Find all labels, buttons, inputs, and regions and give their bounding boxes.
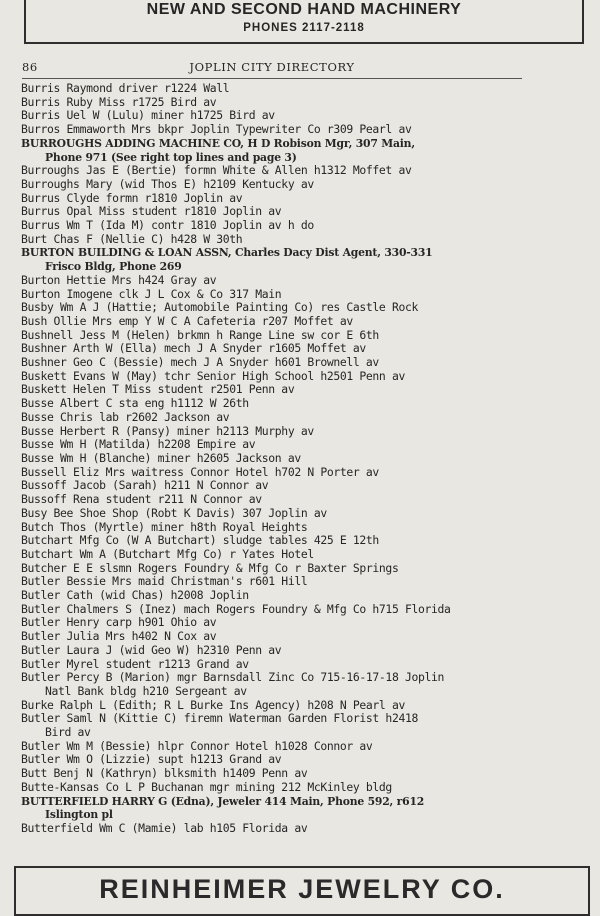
directory-listing [21,82,531,836]
directory-entry [21,288,531,302]
entry-text: Butch Thos (Myrtle) miner h8th Royal Heights [21,519,308,534]
entry-text: Bussoff Jacob (Sarah) h211 N Connor av [21,478,269,493]
directory-entry [21,137,531,164]
entry-text: Busby Wm A J (Hattie; Automobile Painting Co) res Castle Rock [21,300,418,315]
directory-entry [21,301,531,315]
entry-text: Burroughs Jas E (Bertie) formn White & Allen h1312 Moffet av [21,163,412,178]
directory-entry [21,356,531,370]
entry-text: Buskett Evans W (May) tchr Senior High School h2501 Penn av [21,368,405,383]
directory-entry [21,178,531,192]
entry-continuation: Bird av [45,725,91,740]
directory-entry [21,753,531,767]
directory-entry [21,603,531,617]
entry-text: Busy Bee Shoe Shop (Robt K Davis) 307 Joplin av [21,505,327,520]
entry-text: BURTON BUILDING & LOAN ASSN, Charles Dacy Dist Agent, 330-331 [21,246,433,260]
directory-entry [21,342,531,356]
entry-text: Butchart Wm A (Butchart Mfg Co) r Yates Hotel [21,546,314,561]
entry-text: Butler Laura J (wid Geo W) h2310 Penn av [21,642,282,657]
directory-entry [21,397,531,411]
directory-entry [21,521,531,535]
entry-text: Butterfield Wm C (Mamie) lab h105 Florida av [21,820,308,835]
entry-text: Burris Uel W (Lulu) miner h1725 Bird av [21,108,275,123]
directory-entry [21,233,531,247]
entry-text: Burris Ruby Miss r1725 Bird av [21,94,217,109]
entry-text: Butler Wm M (Bessie) hlpr Connor Hotel h1028 Connor av [21,738,373,753]
entry-text: Bussell Eliz Mrs waitress Connor Hotel h702 N Porter av [21,464,379,479]
directory-entry [21,329,531,343]
entry-text: Burton Hettie Mrs h424 Gray av [21,272,217,287]
directory-entry [21,438,531,452]
entry-text: Busse Wm H (Blanche) miner h2605 Jackson av [21,450,301,465]
directory-entry [21,96,531,110]
directory-entry [21,383,531,397]
entry-text: Burrus Opal Miss student r1810 Joplin av [21,204,282,219]
entry-text: Butler Myrel student r1213 Grand av [21,656,249,671]
directory-entry [21,452,531,466]
entry-text: Butler Henry carp h901 Ohio av [21,615,217,630]
directory-entry [21,767,531,781]
entry-text: Butler Wm O (Lizzie) supt h1213 Grand av [21,752,282,767]
entry-text: Bushnell Jess M (Helen) brkmn h Range Line sw cor E 6th [21,327,379,342]
directory-entry [21,370,531,384]
directory-entry [21,712,531,739]
entry-text: Bussoff Rena student r211 N Connor av [21,492,262,507]
directory-entry [21,123,531,137]
directory-entry [21,274,531,288]
entry-text: Busse Albert C sta eng h1112 W 26th [21,396,249,411]
bottom-advertisement-banner [14,866,590,916]
entry-text: Busse Wm H (Matilda) h2208 Empire av [21,437,256,452]
advertiser-name: REINHEIMER JEWELRY CO. [99,874,505,904]
entry-continuation: Islington pl [45,808,113,822]
top-advertisement-banner [24,0,584,44]
entry-text: Burrus Clyde formn r1810 Joplin av [21,190,243,205]
entry-continuation: Phone 971 (See right top lines and page 3) [45,150,297,164]
entry-text: Busse Chris lab r2602 Jackson av [21,409,230,424]
entry-text: Burrus Wm T (Ida M) contr 1810 Joplin av h do [21,218,314,233]
entry-text: Burris Raymond driver r1224 Wall [21,81,230,95]
directory-entry [21,630,531,644]
directory-entry [21,795,531,822]
directory-entry [21,479,531,493]
page-header [22,60,522,79]
directory-entry [21,315,531,329]
directory-entry [21,466,531,480]
entry-text: Butcher E E slsmn Rogers Foundry & Mfg Co r Baxter Springs [21,560,399,575]
entry-text: Butte-Kansas Co L P Buchanan mgr mining 212 McKinley bldg [21,779,392,794]
entry-text: Butler Chalmers S (Inez) mach Rogers Foundry & Mfg Co h715 Florida [21,601,451,616]
directory-entry [21,822,531,836]
directory-entry [21,699,531,713]
directory-entry [21,534,531,548]
entry-text: Burroughs Mary (wid Thos E) h2109 Kentucky av [21,176,314,191]
entry-continuation: Natl Bank bldg h210 Sergeant av [45,683,247,698]
directory-entry [21,109,531,123]
directory-entry [21,493,531,507]
directory-entry [21,164,531,178]
directory-entry [21,548,531,562]
banner-title: NEW AND SECOND HAND MACHINERY [146,1,462,18]
entry-text: Butchart Mfg Co (W A Butchart) sludge tables 425 E 12th [21,533,379,548]
banner-phones: PHONES 2117-2118 [243,22,365,34]
entry-text: BURROUGHS ADDING MACHINE CO, H D Robison Mgr, 307 Main, [21,136,415,150]
directory-entry [21,740,531,754]
entry-text: Butt Benj N (Kathryn) blksmith h1409 Penn av [21,766,308,781]
entry-continuation: Frisco Bldg, Phone 269 [45,260,182,274]
entry-text: Bush Ollie Mrs emp Y W C A Cafeteria r207 Moffet av [21,313,353,328]
entry-text: Butler Percy B (Marion) mgr Barnsdall Zinc Co 715-16-17-18 Joplin [21,670,445,685]
entry-text: Burros Emmaworth Mrs bkpr Joplin Typewriter Co r309 Pearl av [21,122,412,137]
entry-text: Butler Bessie Mrs maid Christman's r601 Hill [21,574,308,589]
directory-entry [21,616,531,630]
entry-text: Bushner Geo C (Bessie) mech J A Snyder h601 Brownell av [21,355,379,370]
directory-entry [21,205,531,219]
directory-entry [21,575,531,589]
directory-entry [21,425,531,439]
directory-entry [21,781,531,795]
entry-text: Butler Julia Mrs h402 N Cox av [21,629,217,644]
entry-text: Butler Saml N (Kittie C) firemn Waterman Garden Florist h2418 [21,711,418,726]
page-number: 86 [22,60,38,74]
directory-entry [21,658,531,672]
page-title: JOPLIN CITY DIRECTORY [189,60,355,74]
directory-entry [21,671,531,698]
entry-text: Burke Ralph L (Edith; R L Burke Ins Agency) h208 N Pearl av [21,697,405,712]
directory-entry [21,192,531,206]
directory-entry [21,219,531,233]
entry-text: Bushner Arth W (Ella) mech J A Snyder r1605 Moffet av [21,341,366,356]
entry-text: BUTTERFIELD HARRY G (Edna), Jeweler 414 Main, Phone 592, r612 [21,794,425,808]
entry-text: Busse Herbert R (Pansy) miner h2113 Murphy av [21,423,314,438]
directory-entry [21,411,531,425]
directory-entry [21,246,531,273]
directory-entry [21,562,531,576]
entry-text: Burton Imogene clk J L Cox & Co 317 Main [21,286,282,301]
directory-entry [21,644,531,658]
directory-entry [21,82,531,96]
directory-entry [21,507,531,521]
entry-text: Buskett Helen T Miss student r2501 Penn av [21,382,295,397]
entry-text: Butler Cath (wid Chas) h2008 Joplin [21,588,249,603]
entry-text: Burt Chas F (Nellie C) h428 W 30th [21,231,243,246]
directory-entry [21,589,531,603]
